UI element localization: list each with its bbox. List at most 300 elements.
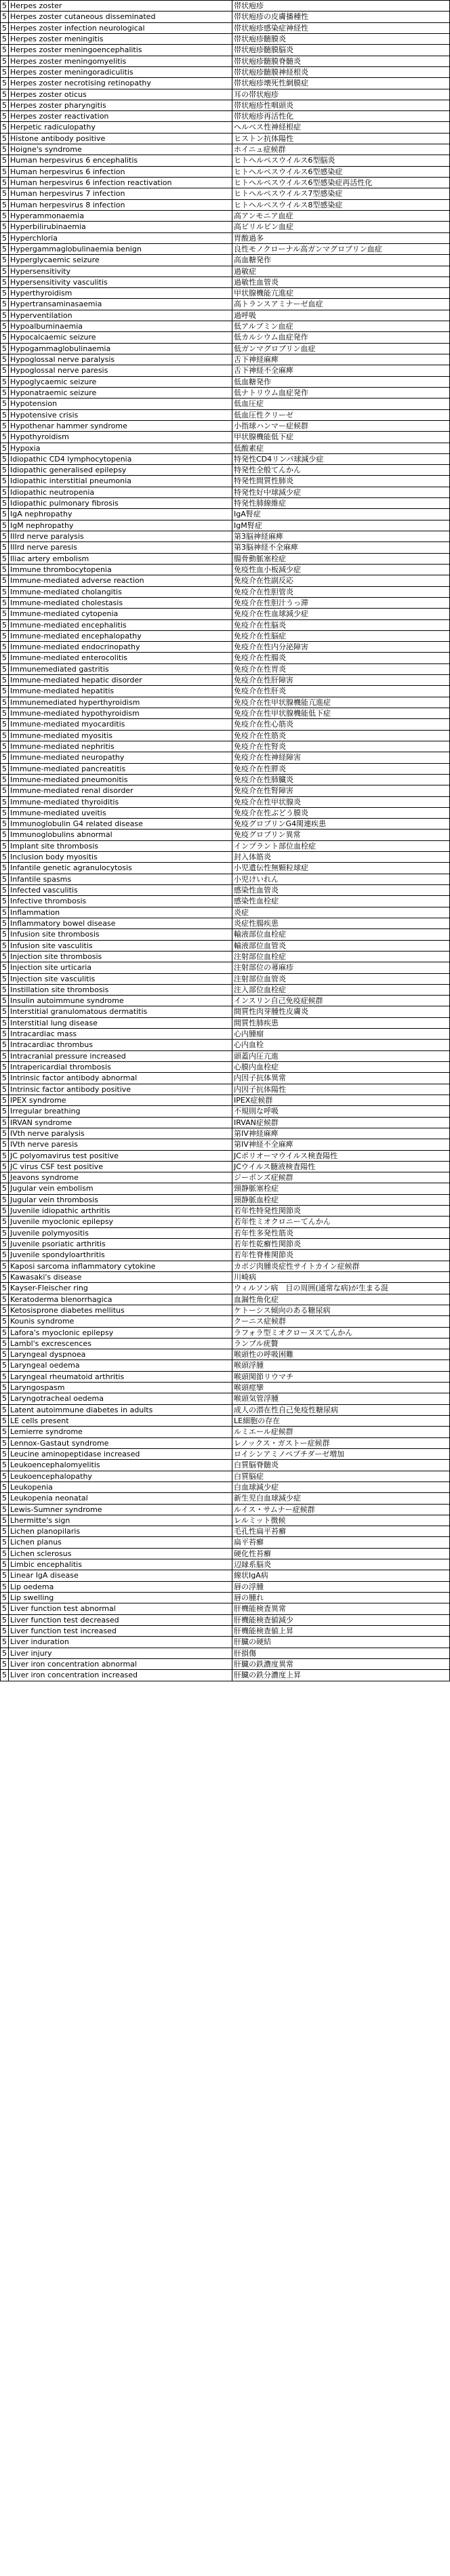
japanese-term-cell[interactable]: ヒトヘルペスウイルス6型感染症再活性化: [232, 178, 450, 188]
english-term-cell[interactable]: Leucine aminopeptidase increased: [9, 1449, 232, 1459]
level-cell[interactable]: 5: [0, 67, 9, 77]
english-term-cell[interactable]: Hypotension: [9, 398, 232, 409]
english-term-cell[interactable]: Lewis-Sumner syndrome: [9, 1505, 232, 1515]
level-cell[interactable]: 5: [0, 45, 9, 55]
japanese-term-cell[interactable]: 炎症: [232, 907, 450, 918]
english-term-cell[interactable]: Hyperventilation: [9, 310, 232, 321]
english-term-cell[interactable]: Hypogammaglobulinaemia: [9, 344, 232, 354]
english-term-cell[interactable]: Hypoxia: [9, 443, 232, 453]
english-term-cell[interactable]: Herpes zoster meningomyelitis: [9, 56, 232, 66]
japanese-term-cell[interactable]: 特発性好中球減少症: [232, 487, 450, 497]
japanese-term-cell[interactable]: 線状IgA病: [232, 1570, 450, 1580]
level-cell[interactable]: 5: [0, 1670, 9, 1680]
japanese-term-cell[interactable]: 小指球ハンマー症候群: [232, 421, 450, 431]
english-term-cell[interactable]: Hyperchloria: [9, 233, 232, 243]
japanese-term-cell[interactable]: 若年性脊椎関節炎: [232, 1250, 450, 1260]
japanese-term-cell[interactable]: 毛孔性扁平苔癬: [232, 1526, 450, 1536]
japanese-term-cell[interactable]: 硬化性苔癬: [232, 1549, 450, 1559]
japanese-term-cell[interactable]: 注射部位血管炎: [232, 974, 450, 984]
english-term-cell[interactable]: LE cells present: [9, 1416, 232, 1426]
level-cell[interactable]: 5: [0, 1449, 9, 1459]
english-term-cell[interactable]: Inflammatory bowel disease: [9, 918, 232, 928]
level-cell[interactable]: 5: [0, 1648, 9, 1658]
level-cell[interactable]: 5: [0, 421, 9, 431]
english-term-cell[interactable]: Hypoglossal nerve paresis: [9, 365, 232, 375]
japanese-term-cell[interactable]: 免疫介在性血球減少症: [232, 609, 450, 619]
japanese-term-cell[interactable]: 帯状疱疹髄膜炎: [232, 34, 450, 44]
english-term-cell[interactable]: Injection site thrombosis: [9, 952, 232, 962]
english-term-cell[interactable]: Jugular vein embolism: [9, 1183, 232, 1193]
japanese-term-cell[interactable]: インスリン自己免疫症候群: [232, 996, 450, 1006]
english-term-cell[interactable]: Hypocalcaemic seizure: [9, 332, 232, 342]
english-term-cell[interactable]: Lip swelling: [9, 1593, 232, 1603]
level-cell[interactable]: 5: [0, 929, 9, 939]
level-cell[interactable]: 5: [0, 631, 9, 641]
level-cell[interactable]: 5: [0, 78, 9, 88]
english-term-cell[interactable]: Kayser-Fleischer ring: [9, 1283, 232, 1293]
english-term-cell[interactable]: Jugular vein thrombosis: [9, 1195, 232, 1205]
level-cell[interactable]: 5: [0, 1637, 9, 1647]
english-term-cell[interactable]: Implant site thrombosis: [9, 841, 232, 851]
japanese-term-cell[interactable]: 若年性特発性関節炎: [232, 1206, 450, 1216]
japanese-term-cell[interactable]: 免疫介在性内分泌障害: [232, 642, 450, 652]
english-term-cell[interactable]: Lhermitte's sign: [9, 1515, 232, 1526]
english-term-cell[interactable]: Herpes zoster cutaneous disseminated: [9, 12, 232, 22]
japanese-term-cell[interactable]: 肝臓の硬結: [232, 1637, 450, 1647]
english-term-cell[interactable]: Iliac artery embolism: [9, 554, 232, 564]
english-term-cell[interactable]: Lichen sclerosus: [9, 1549, 232, 1559]
japanese-term-cell[interactable]: 感染性血管炎: [232, 885, 450, 895]
english-term-cell[interactable]: Liver function test abnormal: [9, 1603, 232, 1614]
english-term-cell[interactable]: Inclusion body myositis: [9, 852, 232, 862]
japanese-term-cell[interactable]: 輸液部位血管炎: [232, 941, 450, 951]
english-term-cell[interactable]: Hypotensive crisis: [9, 410, 232, 420]
level-cell[interactable]: 5: [0, 1095, 9, 1105]
level-cell[interactable]: 5: [0, 819, 9, 829]
english-term-cell[interactable]: Juvenile polymyositis: [9, 1228, 232, 1238]
english-term-cell[interactable]: IVth nerve paresis: [9, 1139, 232, 1149]
japanese-term-cell[interactable]: 喉頭性の呼吸困難: [232, 1349, 450, 1359]
level-cell[interactable]: 5: [0, 1062, 9, 1072]
english-term-cell[interactable]: IIIrd nerve paralysis: [9, 531, 232, 541]
level-cell[interactable]: 5: [0, 465, 9, 475]
japanese-term-cell[interactable]: 低カルシウム血症発作: [232, 332, 450, 342]
level-cell[interactable]: 5: [0, 1, 9, 11]
level-cell[interactable]: 5: [0, 1515, 9, 1526]
level-cell[interactable]: 5: [0, 388, 9, 398]
english-term-cell[interactable]: Immune-mediated adverse reaction: [9, 575, 232, 586]
level-cell[interactable]: 5: [0, 797, 9, 807]
japanese-term-cell[interactable]: 唇の腫れ: [232, 1593, 450, 1603]
level-cell[interactable]: 5: [0, 144, 9, 155]
level-cell[interactable]: 5: [0, 244, 9, 254]
english-term-cell[interactable]: Hoigne's syndrome: [9, 144, 232, 155]
japanese-term-cell[interactable]: ラフォラ型ミオクローヌスてんかん: [232, 1328, 450, 1338]
japanese-term-cell[interactable]: IRVAN症候群: [232, 1118, 450, 1128]
level-cell[interactable]: 5: [0, 1593, 9, 1603]
japanese-term-cell[interactable]: 間質性肉芽腫性皮膚炎: [232, 1006, 450, 1017]
level-cell[interactable]: 5: [0, 1549, 9, 1559]
japanese-term-cell[interactable]: 封入体筋炎: [232, 852, 450, 862]
japanese-term-cell[interactable]: 免疫介在性副反応: [232, 575, 450, 586]
english-term-cell[interactable]: Herpes zoster pharyngitis: [9, 100, 232, 110]
level-cell[interactable]: 5: [0, 1615, 9, 1625]
japanese-term-cell[interactable]: 免疫介在性肝障害: [232, 675, 450, 685]
level-cell[interactable]: 5: [0, 1162, 9, 1172]
level-cell[interactable]: 5: [0, 1006, 9, 1017]
japanese-term-cell[interactable]: 間質性肺疾患: [232, 1018, 450, 1028]
japanese-term-cell[interactable]: 免疫性血小板減少症: [232, 565, 450, 575]
level-cell[interactable]: 5: [0, 1029, 9, 1039]
japanese-term-cell[interactable]: ウィルソン病 目の周囲(通常な病)が生まる混: [232, 1283, 450, 1293]
level-cell[interactable]: 5: [0, 952, 9, 962]
english-term-cell[interactable]: JC polyomavirus test positive: [9, 1151, 232, 1161]
english-term-cell[interactable]: Idiopathic pulmonary fibrosis: [9, 498, 232, 508]
english-term-cell[interactable]: Inflammation: [9, 907, 232, 918]
japanese-term-cell[interactable]: 高トランスアミナーゼ血症: [232, 299, 450, 309]
level-cell[interactable]: 5: [0, 764, 9, 774]
level-cell[interactable]: 5: [0, 653, 9, 663]
english-term-cell[interactable]: Infective thrombosis: [9, 896, 232, 906]
level-cell[interactable]: 5: [0, 863, 9, 873]
english-term-cell[interactable]: Injection site urticaria: [9, 962, 232, 973]
english-term-cell[interactable]: Hypothenar hammer syndrome: [9, 421, 232, 431]
level-cell[interactable]: 5: [0, 310, 9, 321]
japanese-term-cell[interactable]: 肝臓の鉄分濃度上昇: [232, 1670, 450, 1680]
level-cell[interactable]: 5: [0, 775, 9, 785]
japanese-term-cell[interactable]: 肝機能検査値減少: [232, 1615, 450, 1625]
japanese-term-cell[interactable]: 頸静脈血栓症: [232, 1195, 450, 1205]
japanese-term-cell[interactable]: 小児けいれん: [232, 874, 450, 884]
japanese-term-cell[interactable]: 免疫グロブリン異常: [232, 830, 450, 840]
level-cell[interactable]: 5: [0, 1305, 9, 1315]
level-cell[interactable]: 5: [0, 1217, 9, 1227]
english-term-cell[interactable]: Herpetic radiculopathy: [9, 122, 232, 132]
english-term-cell[interactable]: Human herpesvirus 6 infection reactivation: [9, 178, 232, 188]
english-term-cell[interactable]: Linear IgA disease: [9, 1570, 232, 1580]
english-term-cell[interactable]: Herpes zoster infection neurological: [9, 23, 232, 33]
english-term-cell[interactable]: Intrinsic factor antibody positive: [9, 1084, 232, 1095]
level-cell[interactable]: 5: [0, 554, 9, 564]
level-cell[interactable]: 5: [0, 1438, 9, 1448]
english-term-cell[interactable]: Immune-mediated hepatitis: [9, 686, 232, 696]
japanese-term-cell[interactable]: レノックス・ガストー症候群: [232, 1438, 450, 1448]
english-term-cell[interactable]: Herpes zoster meningoencephalitis: [9, 45, 232, 55]
japanese-term-cell[interactable]: 低血圧症: [232, 398, 450, 409]
level-cell[interactable]: 5: [0, 498, 9, 508]
english-term-cell[interactable]: Immunoglobulin G4 related disease: [9, 819, 232, 829]
english-term-cell[interactable]: Latent autoimmune diabetes in adults: [9, 1405, 232, 1415]
level-cell[interactable]: 5: [0, 432, 9, 442]
japanese-term-cell[interactable]: インプラント部位血栓症: [232, 841, 450, 851]
level-cell[interactable]: 5: [0, 454, 9, 464]
japanese-term-cell[interactable]: ヒトヘルペスウイルス8型感染症: [232, 200, 450, 210]
english-term-cell[interactable]: Lafora's myoclonic epilepsy: [9, 1328, 232, 1338]
english-term-cell[interactable]: IgM nephropathy: [9, 520, 232, 531]
japanese-term-cell[interactable]: 喉頭気管浮腫: [232, 1393, 450, 1404]
japanese-term-cell[interactable]: 良性モノクローナル高ガンマグロブリン血症: [232, 244, 450, 254]
japanese-term-cell[interactable]: 特発性肺線維症: [232, 498, 450, 508]
english-term-cell[interactable]: Immune-mediated cholangitis: [9, 587, 232, 597]
english-term-cell[interactable]: Herpes zoster necrotising retinopathy: [9, 78, 232, 88]
level-cell[interactable]: 5: [0, 1206, 9, 1216]
english-term-cell[interactable]: Immunemediated hyperthyroidism: [9, 697, 232, 708]
level-cell[interactable]: 5: [0, 620, 9, 630]
level-cell[interactable]: 5: [0, 896, 9, 906]
japanese-term-cell[interactable]: 免疫介在性肺臓炎: [232, 775, 450, 785]
level-cell[interactable]: 5: [0, 1151, 9, 1161]
japanese-term-cell[interactable]: 帯状疱疹髄膜脊髄炎: [232, 56, 450, 66]
english-term-cell[interactable]: Idiopathic CD4 lymphocytopenia: [9, 454, 232, 464]
english-term-cell[interactable]: IVth nerve paralysis: [9, 1128, 232, 1139]
level-cell[interactable]: 5: [0, 398, 9, 409]
japanese-term-cell[interactable]: 内因子抗体異常: [232, 1073, 450, 1083]
english-term-cell[interactable]: Intracardiac mass: [9, 1029, 232, 1039]
japanese-term-cell[interactable]: 低ガンマグロブリン血症: [232, 344, 450, 354]
english-term-cell[interactable]: Lennox-Gastaut syndrome: [9, 1438, 232, 1448]
japanese-term-cell[interactable]: 喉頭関節リウマチ: [232, 1372, 450, 1382]
level-cell[interactable]: 5: [0, 1393, 9, 1404]
level-cell[interactable]: 5: [0, 443, 9, 453]
english-term-cell[interactable]: Intracardiac thrombus: [9, 1040, 232, 1050]
level-cell[interactable]: 5: [0, 1183, 9, 1193]
japanese-term-cell[interactable]: 舌下神経不全麻痺: [232, 365, 450, 375]
english-term-cell[interactable]: Hyperthyroidism: [9, 288, 232, 298]
english-term-cell[interactable]: Lemierre syndrome: [9, 1427, 232, 1437]
level-cell[interactable]: 5: [0, 1118, 9, 1128]
level-cell[interactable]: 5: [0, 675, 9, 685]
japanese-term-cell[interactable]: 免疫介在性腸炎: [232, 653, 450, 663]
level-cell[interactable]: 5: [0, 785, 9, 796]
level-cell[interactable]: 5: [0, 1383, 9, 1393]
japanese-term-cell[interactable]: ヒトヘルペスウイルス7型感染症: [232, 188, 450, 199]
japanese-term-cell[interactable]: 白質脳脊髄炎: [232, 1460, 450, 1470]
japanese-term-cell[interactable]: 低ナトリウム血症発作: [232, 388, 450, 398]
level-cell[interactable]: 5: [0, 752, 9, 762]
english-term-cell[interactable]: Intrapericardial thrombosis: [9, 1062, 232, 1072]
japanese-term-cell[interactable]: 免疫介在性心筋炎: [232, 719, 450, 729]
japanese-term-cell[interactable]: 血漏性角化症: [232, 1294, 450, 1305]
english-term-cell[interactable]: Immune-mediated thyroiditis: [9, 797, 232, 807]
english-term-cell[interactable]: Hyperammonaemia: [9, 211, 232, 221]
english-term-cell[interactable]: Immune-mediated uveitis: [9, 808, 232, 818]
level-cell[interactable]: 5: [0, 520, 9, 531]
level-cell[interactable]: 5: [0, 100, 9, 110]
english-term-cell[interactable]: Hypergammaglobulinaemia benign: [9, 244, 232, 254]
japanese-term-cell[interactable]: ルイス・サムナー症候群: [232, 1505, 450, 1515]
level-cell[interactable]: 5: [0, 332, 9, 342]
japanese-term-cell[interactable]: 免疫介在性肝炎: [232, 686, 450, 696]
level-cell[interactable]: 5: [0, 476, 9, 486]
level-cell[interactable]: 5: [0, 255, 9, 265]
level-cell[interactable]: 5: [0, 1493, 9, 1503]
english-term-cell[interactable]: Ketosisprone diabetes mellitus: [9, 1305, 232, 1315]
level-cell[interactable]: 5: [0, 1239, 9, 1249]
japanese-term-cell[interactable]: 低血糖発作: [232, 377, 450, 387]
japanese-term-cell[interactable]: LE細胞の存在: [232, 1416, 450, 1426]
english-term-cell[interactable]: Immune-mediated neuropathy: [9, 752, 232, 762]
japanese-term-cell[interactable]: 帯状疱疹壊死性網膜症: [232, 78, 450, 88]
level-cell[interactable]: 5: [0, 211, 9, 221]
english-term-cell[interactable]: Keratoderma blenorrhagica: [9, 1294, 232, 1305]
english-term-cell[interactable]: Hypoglossal nerve paralysis: [9, 354, 232, 365]
japanese-term-cell[interactable]: 免疫介在性脳症: [232, 631, 450, 641]
english-term-cell[interactable]: Jeavons syndrome: [9, 1172, 232, 1183]
japanese-term-cell[interactable]: 輸液部位血栓症: [232, 929, 450, 939]
japanese-term-cell[interactable]: 過敏症: [232, 266, 450, 277]
level-cell[interactable]: 5: [0, 354, 9, 365]
japanese-term-cell[interactable]: 心内血栓: [232, 1040, 450, 1050]
level-cell[interactable]: 5: [0, 731, 9, 741]
japanese-term-cell[interactable]: 川崎病: [232, 1272, 450, 1282]
level-cell[interactable]: 5: [0, 222, 9, 232]
japanese-term-cell[interactable]: 低アルブミン血症: [232, 321, 450, 331]
english-term-cell[interactable]: Kawasaki's disease: [9, 1272, 232, 1282]
level-cell[interactable]: 5: [0, 1084, 9, 1095]
english-term-cell[interactable]: Kaposi sarcoma inflammatory cytokine: [9, 1261, 232, 1271]
level-cell[interactable]: 5: [0, 841, 9, 851]
level-cell[interactable]: 5: [0, 1261, 9, 1271]
level-cell[interactable]: 5: [0, 1272, 9, 1282]
level-cell[interactable]: 5: [0, 1106, 9, 1116]
english-term-cell[interactable]: Immunoglobulins abnormal: [9, 830, 232, 840]
english-term-cell[interactable]: Infantile spasms: [9, 874, 232, 884]
english-term-cell[interactable]: Human herpesvirus 6 infection: [9, 167, 232, 177]
level-cell[interactable]: 5: [0, 874, 9, 884]
english-term-cell[interactable]: Infantile genetic agranulocytosis: [9, 863, 232, 873]
level-cell[interactable]: 5: [0, 155, 9, 165]
level-cell[interactable]: 5: [0, 1559, 9, 1570]
level-cell[interactable]: 5: [0, 1283, 9, 1293]
english-term-cell[interactable]: Idiopathic generalised epilepsy: [9, 465, 232, 475]
english-term-cell[interactable]: Kounis syndrome: [9, 1316, 232, 1326]
japanese-term-cell[interactable]: IgA腎症: [232, 509, 450, 519]
japanese-term-cell[interactable]: 高アンモニア血症: [232, 211, 450, 221]
level-cell[interactable]: 5: [0, 1471, 9, 1481]
english-term-cell[interactable]: Hyponatraemic seizure: [9, 388, 232, 398]
level-cell[interactable]: 5: [0, 1139, 9, 1149]
english-term-cell[interactable]: Juvenile idiopathic arthritis: [9, 1206, 232, 1216]
english-term-cell[interactable]: IgA nephropathy: [9, 509, 232, 519]
english-term-cell[interactable]: Limbic encephalitis: [9, 1559, 232, 1570]
level-cell[interactable]: 5: [0, 542, 9, 552]
english-term-cell[interactable]: Immune-mediated enterocolitis: [9, 653, 232, 663]
english-term-cell[interactable]: Injection site vasculitis: [9, 974, 232, 984]
english-term-cell[interactable]: Liver induration: [9, 1637, 232, 1647]
japanese-term-cell[interactable]: 帯状疱疹再活性化: [232, 111, 450, 121]
japanese-term-cell[interactable]: 第3脳神経麻痺: [232, 531, 450, 541]
level-cell[interactable]: 5: [0, 907, 9, 918]
japanese-term-cell[interactable]: JCポリオーマウイルス検査陽性: [232, 1151, 450, 1161]
english-term-cell[interactable]: Laryngeal oedema: [9, 1360, 232, 1370]
level-cell[interactable]: 5: [0, 111, 9, 121]
level-cell[interactable]: 5: [0, 1328, 9, 1338]
english-term-cell[interactable]: Laryngospasm: [9, 1383, 232, 1393]
english-term-cell[interactable]: Leukopenia neonatal: [9, 1493, 232, 1503]
japanese-term-cell[interactable]: 特発性間質性肺炎: [232, 476, 450, 486]
level-cell[interactable]: 5: [0, 1172, 9, 1183]
english-term-cell[interactable]: Infected vasculitis: [9, 885, 232, 895]
english-term-cell[interactable]: Infusion site thrombosis: [9, 929, 232, 939]
english-term-cell[interactable]: Juvenile psoriatic arthritis: [9, 1239, 232, 1249]
level-cell[interactable]: 5: [0, 918, 9, 928]
japanese-term-cell[interactable]: 帯状疱疹の皮膚播種性: [232, 12, 450, 22]
english-term-cell[interactable]: Herpes zoster oticus: [9, 89, 232, 100]
level-cell[interactable]: 5: [0, 741, 9, 752]
english-term-cell[interactable]: Immune-mediated encephalitis: [9, 620, 232, 630]
level-cell[interactable]: 5: [0, 12, 9, 22]
japanese-term-cell[interactable]: 第3脳神経不全麻痺: [232, 542, 450, 552]
level-cell[interactable]: 5: [0, 1250, 9, 1260]
japanese-term-cell[interactable]: 白質脳症: [232, 1471, 450, 1481]
japanese-term-cell[interactable]: 白血球減少症: [232, 1482, 450, 1492]
level-cell[interactable]: 5: [0, 852, 9, 862]
level-cell[interactable]: 5: [0, 23, 9, 33]
japanese-term-cell[interactable]: 免疫介在性膵炎: [232, 764, 450, 774]
english-term-cell[interactable]: Immune-mediated hepatic disorder: [9, 675, 232, 685]
japanese-term-cell[interactable]: ロイシンアミノペプチダーゼ増加: [232, 1449, 450, 1459]
japanese-term-cell[interactable]: 免疫介在性ぶどう膜炎: [232, 808, 450, 818]
level-cell[interactable]: 5: [0, 1405, 9, 1415]
japanese-term-cell[interactable]: 心膜内血栓症: [232, 1062, 450, 1072]
japanese-term-cell[interactable]: 免疫介在性胆汁うっ滞: [232, 598, 450, 608]
level-cell[interactable]: 5: [0, 565, 9, 575]
english-term-cell[interactable]: Immune-mediated myocarditis: [9, 719, 232, 729]
japanese-term-cell[interactable]: 特発性全般てんかん: [232, 465, 450, 475]
english-term-cell[interactable]: Immune-mediated pancreatitis: [9, 764, 232, 774]
level-cell[interactable]: 5: [0, 410, 9, 420]
japanese-term-cell[interactable]: 若年性乾癬性関節炎: [232, 1239, 450, 1249]
level-cell[interactable]: 5: [0, 1073, 9, 1083]
level-cell[interactable]: 5: [0, 1460, 9, 1470]
japanese-term-cell[interactable]: 小児遺伝性無顆粒球症: [232, 863, 450, 873]
level-cell[interactable]: 5: [0, 974, 9, 984]
level-cell[interactable]: 5: [0, 642, 9, 652]
level-cell[interactable]: 5: [0, 996, 9, 1006]
level-cell[interactable]: 5: [0, 587, 9, 597]
english-term-cell[interactable]: Leukopenia: [9, 1482, 232, 1492]
japanese-term-cell[interactable]: 免疫介在性胆管炎: [232, 587, 450, 597]
japanese-term-cell[interactable]: 過呼吸: [232, 310, 450, 321]
level-cell[interactable]: 5: [0, 1570, 9, 1580]
japanese-term-cell[interactable]: 不規則な呼吸: [232, 1106, 450, 1116]
level-cell[interactable]: 5: [0, 1195, 9, 1205]
japanese-term-cell[interactable]: 帯状疱疹髄膜脳炎: [232, 45, 450, 55]
english-term-cell[interactable]: Immune-mediated encephalopathy: [9, 631, 232, 641]
english-term-cell[interactable]: Hypothyroidism: [9, 432, 232, 442]
english-term-cell[interactable]: Laryngeal dyspnoea: [9, 1349, 232, 1359]
level-cell[interactable]: 5: [0, 531, 9, 541]
english-term-cell[interactable]: Lichen planopilaris: [9, 1526, 232, 1536]
japanese-term-cell[interactable]: ヒトヘルペスウイルス6型感染症: [232, 167, 450, 177]
level-cell[interactable]: 5: [0, 487, 9, 497]
japanese-term-cell[interactable]: 若年性多発性筋炎: [232, 1228, 450, 1238]
level-cell[interactable]: 5: [0, 321, 9, 331]
japanese-term-cell[interactable]: 若年性ミオクロニーてんかん: [232, 1217, 450, 1227]
english-term-cell[interactable]: Liver iron concentration abnormal: [9, 1659, 232, 1669]
english-term-cell[interactable]: Juvenile spondyloarthritis: [9, 1250, 232, 1260]
english-term-cell[interactable]: Interstitial lung disease: [9, 1018, 232, 1028]
japanese-term-cell[interactable]: カポジ肉腫炎症性サイトカイン症候群: [232, 1261, 450, 1271]
japanese-term-cell[interactable]: 唇の浮腫: [232, 1582, 450, 1592]
japanese-term-cell[interactable]: 肝損傷: [232, 1648, 450, 1658]
level-cell[interactable]: 5: [0, 830, 9, 840]
english-term-cell[interactable]: Human herpesvirus 7 infection: [9, 188, 232, 199]
japanese-term-cell[interactable]: 高血糖発作: [232, 255, 450, 265]
japanese-term-cell[interactable]: 帯状疱疹髄膜神経根炎: [232, 67, 450, 77]
level-cell[interactable]: 5: [0, 962, 9, 973]
japanese-term-cell[interactable]: 第IV神経不全麻痺: [232, 1139, 450, 1149]
